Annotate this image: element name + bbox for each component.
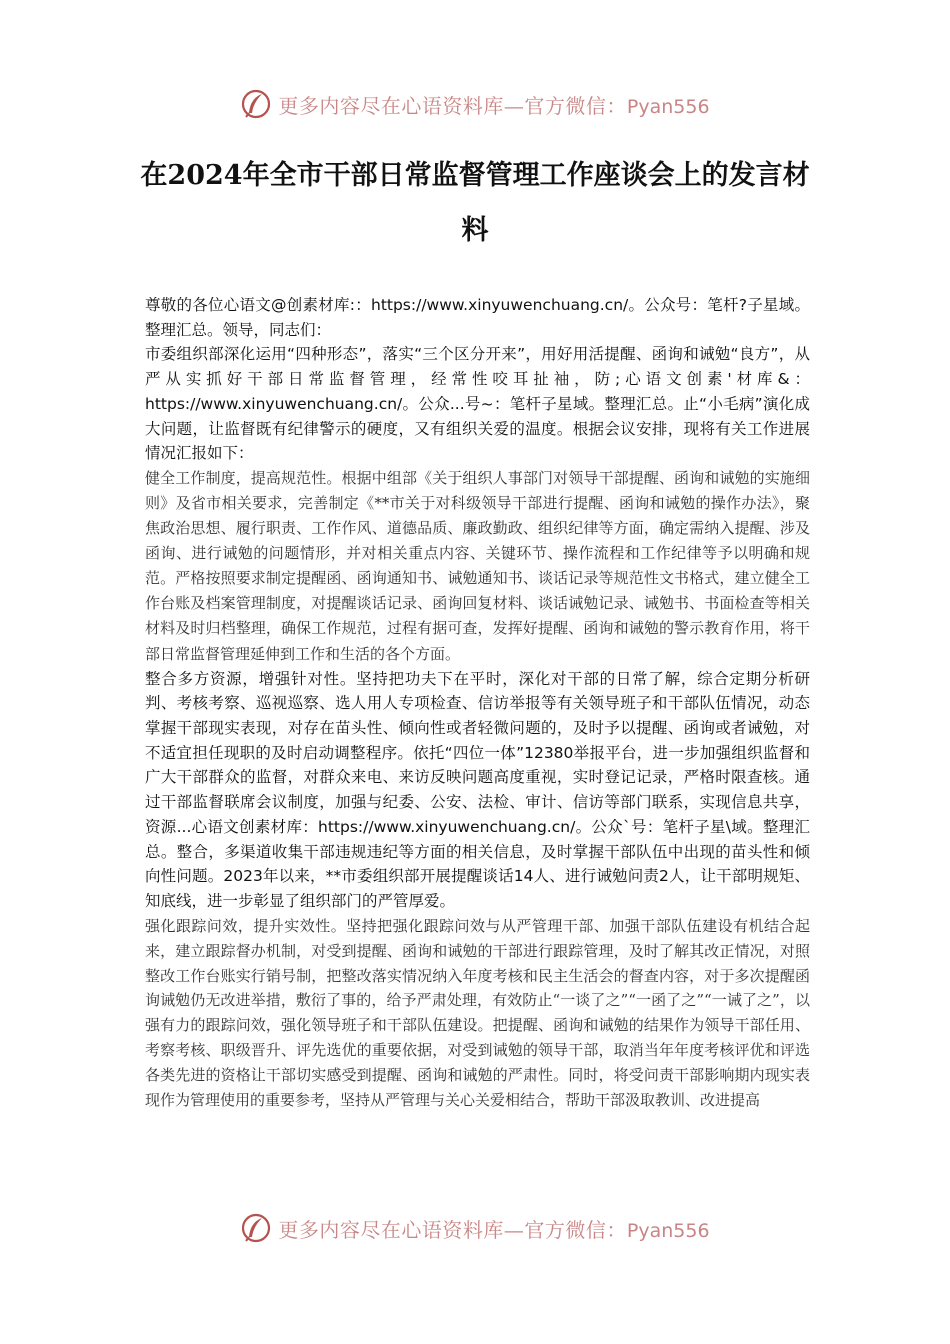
document-title: 在2024年全市干部日常监督管理工作座谈会上的发言材料 [140, 160, 810, 246]
footer-banner-text: 更多内容尽在心语资料库—官方微信：Pyan556 [278, 1217, 710, 1242]
feather-pen-logo-icon [240, 1212, 272, 1244]
paragraph-system: 健全工作制度，提高规范性。根据中组部《关于组织人事部门对领导干部提醒、函询和诫勉的实施细则》及省市相关要求，完善制定《**市关于对科级领导干部进行提醒、函询和诫勉的操作办法》，聚焦政治思想、履行职责、工作作风、道德品质、廉政勤政、组织纪律等方面，确定需纳入提醒、涉及函询、进行诫勉的问题情形，并对相关重点内容、关键环节、操作流程和工作纪律等予以明确和规范。严格按照要求制定提醒函、函询通知书、诫勉通知书、谈话记录等规范性文书格式，建立健全工作台账及档案管理制度，对提醒谈话记录、函询回复材料、谈话诫勉记录、诫勉书、书面检查等相关材料及时归档整理，确保工作规范，过程有据可查，发挥好提醒、函询和诫勉的警示教育作用，将干部日常监督管理延伸到工作和生活的各个方面。 [145, 468, 810, 663]
header-banner [0, 84, 950, 124]
paragraph-greeting: 尊敬的各位心语文@创素材库:：https://www.xinyuwenchuang.cn/。公众号：笔杆?子星域。整理汇总。领导，同志们： [145, 296, 810, 339]
paragraph-intro: 市委组织部深化运用“四种形态”，落实“三个区分开来”，用好用活提醒、函询和诫勉“良方”，从严从实抓好干部日常监督管理，经常性咬耳扯袖，防;心语文创素'材库&：https://www.xinyuwenchuang.cn/。公众...号~：笔杆子星域。整理汇总。止“小毛病”演化成大问题，让监督既有纪律警示的硬度，又有组织关爱的温度。根据会议安排，现将有关工作进展情况汇报如下： [145, 345, 810, 463]
footer-banner [0, 1208, 950, 1248]
feather-pen-logo-icon [240, 88, 272, 120]
paragraph-resources: 整合多方资源，增强针对性。坚持把功夫下在平时，深化对干部的日常了解，综合定期分析研判、考核考察、巡视巡察、选人用人专项检查、信访举报等有关领导班子和干部队伍情况，动态掌握干部现实表现，对存在苗头性、倾向性或者轻微问题的，及时予以提醒、函询或者诫勉，对不适宜担任现职的及时启动调整程序。依托“四位一体”12380举报平台，进一步加强组织监督和广大干部群众的监督，对群众来电、来访反映问题高度重视，实时登记记录，严格时限查核。通过干部监督联席会议制度，加强与纪委、公安、法检、审计、信访等部门联系，实现信息共享，资源...心语文创素材库：https://www.xinyuwenchuang.cn/。公众`号：笔杆子星\域。整理汇总。整合，多渠道收集干部违规违纪等方面的相关信息，及时掌握干部队伍中出现的苗头性和倾向性问题。2023年以来，**市委组织部开展提醒谈话14人、进行诫勉问责2人，让干部明规矩、知底线，进一步彰显了组织部门的严管厚爱。 [145, 669, 810, 910]
header-banner-text: 更多内容尽在心语资料库—官方微信：Pyan556 [278, 93, 710, 118]
paragraph-followup: 强化跟踪问效，提升实效性。坚持把强化跟踪问效与从严管理干部、加强干部队伍建设有机结合起来，建立跟踪督办机制，对受到提醒、函询和诫勉的干部进行跟踪管理，及时了解其改正情况，对照整改工作台账实行销号制，把整改落实情况纳入年度考核和民主生活会的督查内容，对于多次提醒函询诫勉仍无改进举措，敷衍了事的，给予严肃处理，有效防止“一谈了之”“一函了之”“一诫了之”，以强有力的跟踪问效，强化领导班子和干部队伍建设。把提醒、函询和诫勉的结果作为领导干部任用、考察考核、职级晋升、评先选优的重要依据，对受到诫勉的领导干部，取消当年年度考核评优和评选各类先进的资格让干部切实感受到提醒、函询和诫勉的严肃性。同时，将受问责干部影响期内现实表现作为管理使用的重要参考，坚持从严管理与关心关爱相结合，帮助干部汲取教训、改进提高 [145, 916, 810, 1110]
document-body [145, 293, 810, 1113]
